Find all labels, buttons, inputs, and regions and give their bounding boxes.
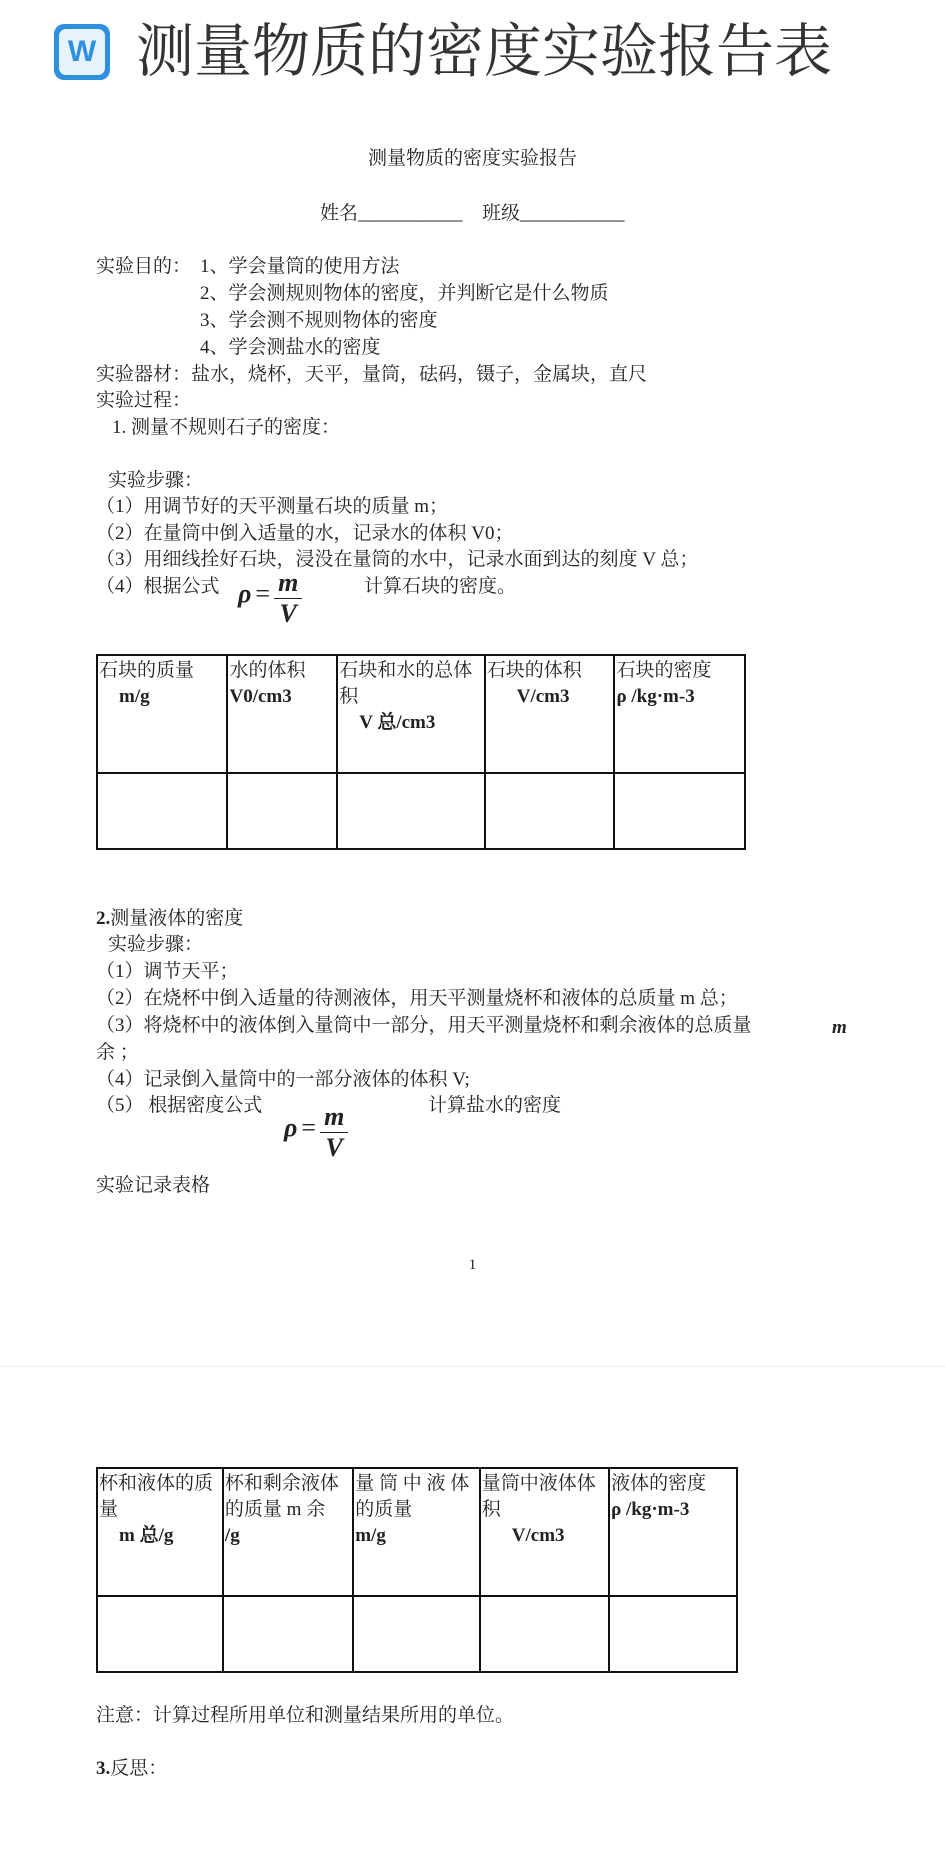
table-header-cell: 石块的体积 V/cm3 — [485, 655, 615, 773]
document-header-title: 测量物质的密度实验报告表 — [136, 19, 833, 84]
section1-step: （2）在量筒中倒入适量的水，记录水的体积 V0； — [96, 523, 514, 544]
table-cell-blank[interactable] — [485, 773, 615, 849]
table-cell-blank[interactable] — [614, 773, 745, 849]
density-formula: ρ = $\frac{m}{V}$ — [238, 568, 302, 629]
table-cell-blank[interactable] — [97, 773, 227, 849]
section2-step: （4）记录倒入量筒中的一部分液体的体积 V; — [96, 1069, 470, 1090]
section1-heading: 1. 测量不规则石子的密度： — [112, 417, 341, 438]
table-header-cell: 量 筒 中 液 体的质量 m/g — [353, 1468, 480, 1596]
table-header-cell: 杯和液体的质量 m 总/g — [97, 1468, 223, 1596]
stone-density-table — [96, 654, 746, 850]
word-app-icon — [54, 24, 110, 80]
section1-step4-suffix: 计算石块的密度。 — [364, 576, 517, 597]
section2-step: （2）在烧杯中倒入适量的待测液体，用天平测量烧杯和液体的总质量 m 总； — [96, 988, 738, 1009]
table-header-cell: 杯和剩余液体的质量 m 余 /g — [223, 1468, 353, 1596]
table-header-cell: 石块和水的总体积 V 总/cm3 — [337, 655, 485, 773]
purpose-item: 1、学会量筒的使用方法 — [200, 256, 400, 277]
table-header-cell: 液体的密度 ρ /kg·m-3 — [609, 1468, 737, 1596]
purpose-item: 3、学会测不规则物体的密度 — [200, 310, 438, 331]
density-formula: ρ = $\frac{m}{V}$ — [284, 1102, 348, 1163]
purpose-label: 实验目的： — [96, 256, 192, 277]
section1-step4-prefix: （4）根据公式 — [96, 576, 220, 597]
purpose-item: 4、学会测盐水的密度 — [200, 337, 381, 358]
section2-heading: 2.测量液体的密度 — [96, 908, 244, 929]
doc-title: 测量物质的密度实验报告 — [367, 148, 577, 169]
table-cell-blank[interactable] — [223, 1596, 353, 1672]
table-header-cell: 水的体积 V0/cm3 — [227, 655, 337, 773]
section3-heading: 3.反思： — [96, 1758, 168, 1779]
table-cell-blank[interactable] — [353, 1596, 480, 1672]
section2-steps-label: 实验步骤： — [108, 934, 204, 955]
record-table-label: 实验记录表格 — [96, 1175, 211, 1196]
table-cell-blank[interactable] — [609, 1596, 737, 1672]
equipment-line: 实验器材：盐水，烧杯，天平，量筒，砝码，镊子，金属块，直尺 — [96, 364, 648, 385]
purpose-item: 2、学会测规则物体的密度，并判断它是什么物质 — [200, 283, 609, 304]
process-label: 实验过程： — [96, 390, 192, 411]
section2-step3-tail: m — [832, 1017, 847, 1038]
section1-steps-label: 实验步骤： — [108, 470, 204, 491]
units-note: 注意：计算过程所用单位和测量结果所用的单位。 — [96, 1705, 515, 1726]
table-header-cell: 石块的密度 ρ /kg·m-3 — [614, 655, 745, 773]
table-cell-blank[interactable] — [480, 1596, 609, 1672]
section2-step: 余 ； — [96, 1042, 139, 1063]
section1-step: （1）用调节好的天平测量石块的质量 m； — [96, 496, 449, 517]
word-w-icon: W — [59, 29, 105, 75]
section2-step: （1）调节天平； — [96, 961, 239, 982]
page-break-divider — [0, 1366, 945, 1367]
table-header-cell: 量筒中液体体积 V/cm3 — [480, 1468, 609, 1596]
table-cell-blank[interactable] — [227, 773, 337, 849]
section2-step5-suffix: 计算盐水的密度 — [428, 1095, 562, 1116]
section1-step: （3）用细线拴好石块，浸没在量筒的水中，记录水面到达的刻度 V 总； — [96, 549, 699, 570]
table-cell-blank[interactable] — [337, 773, 485, 849]
section2-step: （3）将烧杯中的液体倒入量筒中一部分，用天平测量烧杯和剩余液体的总质量 — [96, 1015, 752, 1036]
liquid-density-table — [96, 1467, 738, 1673]
name-line: 姓名___________ — [320, 203, 463, 224]
table-header-cell: 石块的质量 m/g — [97, 655, 227, 773]
section2-step5-prefix: （5） 根据密度公式 — [96, 1095, 263, 1116]
table-cell-blank[interactable] — [97, 1596, 223, 1672]
page-number: 1 — [468, 1257, 477, 1273]
class-line: 班级___________ — [482, 203, 625, 224]
